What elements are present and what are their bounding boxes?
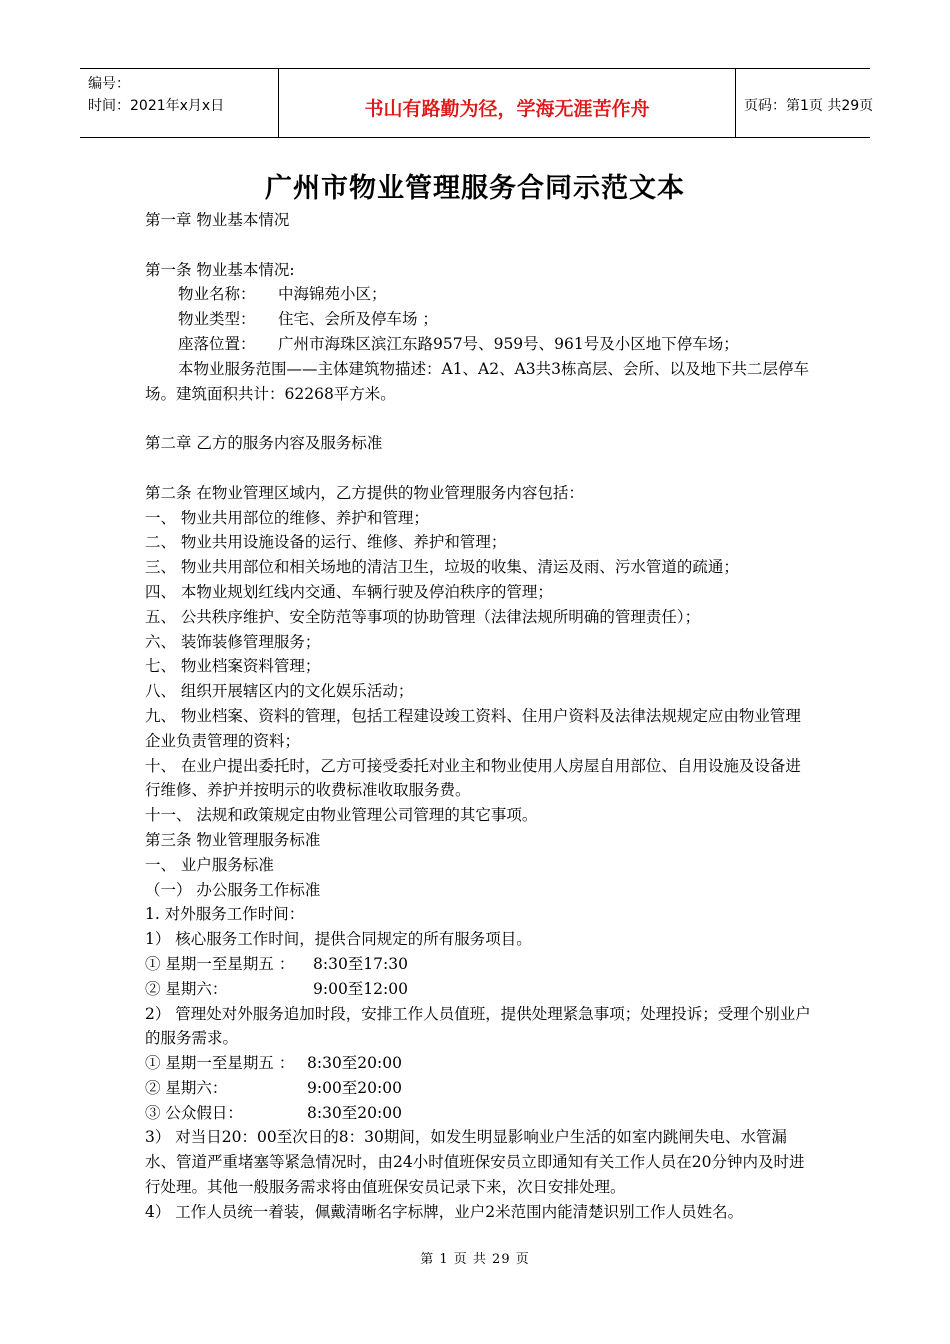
list-item: 二、 物业共用设施设备的运行、维修、养护和管理；	[145, 533, 507, 552]
spacer	[145, 406, 815, 431]
hours-time: 8:30至20:00	[307, 1103, 402, 1122]
hours-day-label: ③ 公众假日：	[145, 1103, 243, 1122]
hours-time: 9:00至20:00	[307, 1078, 402, 1097]
hours-row	[145, 1051, 815, 1076]
property-location-value: 广州市海珠区滨江东路957号、959号、961号及小区地下停车场；	[278, 334, 739, 353]
list-item: 一、 物业共用部位的维修、养护和管理；	[145, 508, 429, 527]
service-scope-paragraph: 本物业服务范围——主体建筑物描述：A1、A2、A3共3栋高层、会所、以及地下共二层停车场。建筑面积共计：62268平方米。	[145, 359, 810, 403]
property-type-value: 住宅、会所及停车场 ；	[278, 310, 438, 329]
property-name-label: 物业名称：	[178, 285, 256, 304]
document-title: 广州市物业管理服务合同示范文本	[265, 173, 685, 204]
spacer	[145, 456, 815, 481]
service-paragraph: 2） 管理处对外服务追加时段，安排工作人员值班，提供处理紧急事项；处理投诉；受理个别业户的服务需求。	[145, 1004, 811, 1048]
hours-row	[145, 1101, 815, 1126]
article-2-heading: 第二条 在物业管理区域内，乙方提供的物业管理服务内容包括：	[145, 483, 584, 502]
list-item: 七、 物业档案资料管理；	[145, 657, 321, 676]
item-heading: 1. 对外服务工作时间：	[145, 905, 305, 924]
hours-day-label: ② 星期六：	[145, 1078, 228, 1097]
chapter-1-heading: 第一章 物业基本情况	[145, 211, 290, 229]
list-item: 三、 物业共用部位和相关场地的清洁卫生，垃圾的收集、清运及雨、污水管道的疏通；	[145, 558, 739, 577]
list-item: 九、 物业档案、资料的管理，包括工程建设竣工资料、住用户资料及法律法规规定应由物业管理企业负责管理的资料；	[145, 706, 801, 750]
hours-row	[145, 977, 815, 1002]
header-page-cell	[736, 69, 874, 137]
document-header	[80, 68, 874, 138]
service-paragraph: 3） 对当日20：00至次日的8：30期间，如发生明显影响业户生活的如室内跳闸失电、水管漏水、管道严重堵塞等紧急情况时，由24小时值班保安员立即通知有关工作人员在20分钟内及时进行处理。其他一般服务需求将由值班保安员记录下来，次日安排处理。	[145, 1128, 805, 1197]
document-number: 编号：	[88, 76, 130, 92]
chapter-2-heading: 第二章 乙方的服务内容及服务标准	[145, 434, 383, 453]
document-time: 时间：2021年x月x日	[88, 98, 225, 114]
property-name-row	[145, 282, 815, 307]
header-page-info: 页码：第1页 共29页	[744, 98, 874, 114]
hours-time: 8:30至20:00	[307, 1054, 402, 1073]
property-name-value: 中海锦苑小区；	[278, 285, 387, 304]
property-type-label: 物业类型：	[178, 310, 256, 329]
hours-row	[145, 1076, 815, 1101]
property-location-row	[145, 332, 815, 357]
header-info-cell	[80, 69, 279, 137]
page-footer: 第 1 页 共 29 页	[420, 1252, 530, 1267]
list-item: 十、 在业户提出委托时，乙方可接受委托对业主和物业使用人房屋自用部位、自用设施及设备进行维修、养护并按明示的收费标准收取服务费。	[145, 756, 801, 800]
subsection-heading: （一） 办公服务工作标准	[145, 880, 321, 899]
service-paragraph: 4） 工作人员统一着装，佩戴清晰名字标牌，业户2米范围内能清楚识别工作人员姓名。	[145, 1202, 744, 1221]
list-item: 八、 组织开展辖区内的文化娱乐活动；	[145, 682, 414, 701]
spacer	[145, 233, 815, 258]
property-type-row	[145, 307, 815, 332]
hours-day-label: ① 星期一至星期五 ：	[145, 954, 295, 973]
hours-time: 9:00至12:00	[313, 979, 408, 998]
list-item: 五、 公共秩序维护、安全防范等事项的协助管理（法律法规所明确的管理责任）；	[145, 607, 701, 626]
hours-day-label: ① 星期一至星期五 ：	[145, 1054, 295, 1073]
hours-row	[145, 952, 815, 977]
hours-day-label: ② 星期六：	[145, 979, 228, 998]
list-item: 四、 本物业规划红线内交通、车辆行驶及停泊秩序的管理；	[145, 582, 553, 601]
property-location-label: 座落位置：	[178, 334, 256, 353]
list-item: 六、 装饰装修管理服务；	[145, 632, 321, 651]
article-3-heading: 第三条 物业管理服务标准	[145, 830, 321, 849]
header-motto: 书山有路勤为径，学海无涯苦作舟	[364, 98, 650, 120]
list-item: 十一、 法规和政策规定由物业管理公司管理的其它事项。	[145, 806, 538, 825]
article-1-heading: 第一条 物业基本情况:	[145, 260, 295, 279]
header-motto-cell	[279, 69, 736, 137]
section-heading: 一、 业户服务标准	[145, 855, 274, 874]
document-body	[145, 208, 815, 1225]
service-paragraph: 1） 核心服务工作时间，提供合同规定的所有服务项目。	[145, 930, 532, 949]
hours-time: 8:30至17:30	[313, 954, 408, 973]
